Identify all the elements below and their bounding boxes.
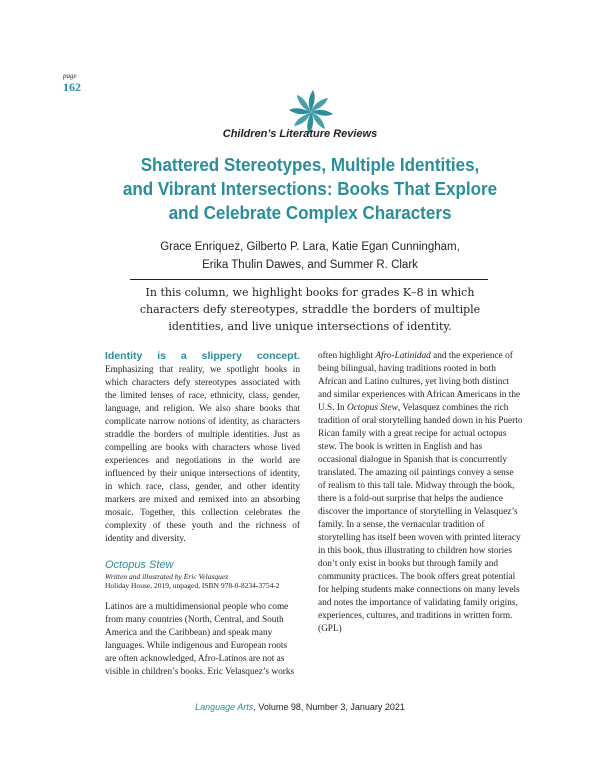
title-line: and Celebrate Complex Characters [168, 202, 452, 223]
issue-info: , Volume 98, Number 3, January 2021 [253, 702, 405, 712]
book-title: Octopus Stew [105, 559, 174, 571]
author-line: Grace Enriquez, Gilberto P. Lara, Katie Egan Cunningham, [160, 241, 460, 253]
intro-lead: Identity is a slippery concept. [105, 350, 300, 362]
left-column [105, 350, 300, 679]
right-column [318, 350, 523, 636]
abstract-line: characters defy stereotypes, straddle the borders of multiple [139, 303, 481, 316]
section-label: Children’s Literature Reviews [222, 128, 378, 140]
footer [0, 702, 600, 712]
divider [130, 279, 488, 280]
review-text-right: often highlight Afro-Latinidad and the experience of being bilingual, having traditions rooted in both African and Latino cultures, yet living both distinct and similar experiences with African Americans in the U.S. In Octopus Stew, Velasquez combines the rich tradition of oral storytelling handed down in his Puerto Rican family with a great recipe for actual octopus stew. The book is written in English and has occasional dialogue in Spanish that is concurrently translated. The amazing oil paintings convey a sense of realism to this tall tale. Midway through the book, there is a fold-out surprise that helps the audience discover the importance of storytelling in Velasquez’s family. In a sense, the vernacular tradition of storytelling has itself been woven with printed literacy in this book, thus illustrating to children how stories don’t only exist in books but through family and community practices. The book offers great potential for helping students make connections on many levels and notes the importance of validating family origins, experiences, cultures, and traditions in written form. (GPL) [318, 351, 523, 634]
journal-name: Language Arts [195, 702, 254, 712]
author-line: Erika Thulin Dawes, and Summer R. Clark [202, 259, 418, 271]
book-credit: Written and illustrated by Eric Velasquez [105, 572, 229, 581]
abstract-line: identities, and live unique intersections of identity. [168, 320, 452, 333]
page-label: page [63, 72, 77, 80]
abstract-line: In this column, we highlight books for grades K–8 in which [145, 286, 475, 299]
author-list [100, 238, 520, 274]
abstract [100, 284, 520, 335]
review-text-left: Latinos are a multidimensional people who come from many countries (North, Central, and South America and the Caribbean) and speak many languages. While indigenous and European roots are often acknowledged, Afro-Latinos are not as visible in children’s books. Eric Velasquez’s works [105, 602, 295, 677]
title-line: and Vibrant Intersections: Books That Explore [122, 178, 498, 199]
intro-text: Emphasizing that reality, we spotlight books in which characters defy stereotypes associated with the limited lenses of race, ethnicity, class, gender, language, and religion. We also share books that complicate narrow notions of identity, as characters straddle the borders of multiple identities. Just as compelling are books with characters whose lived experiences and negotiations in the world are influenced by their unique intersections of identity, in which race, class, gender, and other identity markers are mixed and remixed into an absorbing mosaic. Together, this collection celebrates the complexity of these youth and the richness of identity and diversity. [105, 365, 300, 544]
page-number: 162 [63, 80, 81, 94]
intro-paragraph [105, 350, 300, 546]
title-line: Shattered Stereotypes, Multiple Identities, [140, 154, 480, 175]
article-title [98, 153, 521, 225]
book-publication-info: Holiday House, 2019, unpaged, ISBN 978-0-8234-3754-2 [105, 581, 280, 590]
